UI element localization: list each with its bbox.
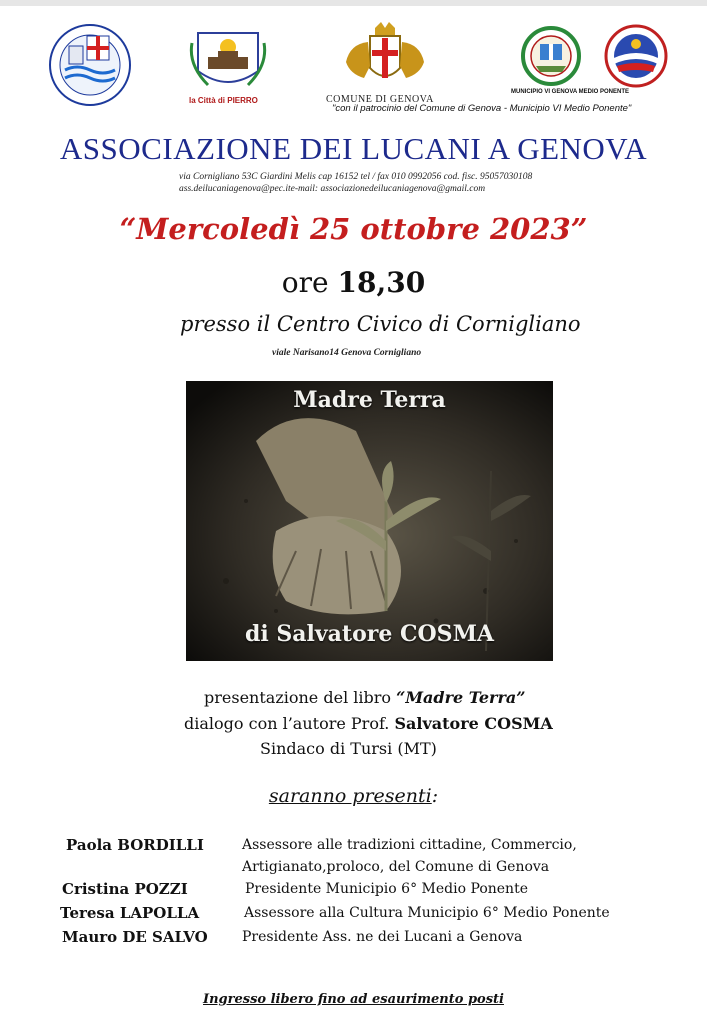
comune-di-genova-coat-of-arms [340, 22, 430, 94]
municipio-vi-seal [512, 24, 590, 88]
guest-name-2: Cristina POZZI [62, 880, 188, 898]
association-address: via Cornigliano 53C Giardini Melis cap 16152 tel / fax 010 0992056 cod. fisc. 95057030108 [179, 172, 533, 182]
presenti-colon: : [431, 785, 439, 807]
presentation-line-3: Sindaco di Tursi (MT) [260, 739, 437, 758]
patronage-note: "con il patrocinio del Comune di Genova - Municipio VI Medio Ponente" [332, 103, 632, 114]
free-entry-text: Ingresso libero fino ad esaurimento posti [203, 992, 504, 1007]
event-time [0, 266, 707, 299]
dialogue-prefix: dialogo con l’autore Prof. [184, 714, 395, 733]
book-cover-artwork [186, 381, 553, 661]
event-time-prefix: ore [281, 266, 338, 299]
citta-di-pierro-caption: la Città di PIERRO [189, 96, 258, 105]
medio-ponente-seal [603, 24, 669, 88]
association-emails: ass.deilucaniagenova@pec.ite-mail: associazionedeilucaniagenova@gmail.com [179, 184, 486, 194]
presentation-line-2 [184, 714, 553, 733]
author-name: Salvatore COSMA [394, 714, 553, 733]
citta-di-pierro-logo [188, 25, 268, 95]
guest-role-3: Assessore alla Cultura Municipio 6° Medio Ponente [244, 905, 610, 921]
free-entry-notice [0, 992, 707, 1007]
guest-name-1: Paola BORDILLI [66, 836, 204, 854]
municipio-caption: MUNICIPIO VI GENOVA MEDIO PONENTE [511, 89, 630, 95]
book-cover-title: Madre Terra [293, 387, 446, 413]
presenti-heading-text: saranno presenti [268, 785, 432, 807]
presenti-heading [0, 785, 707, 807]
book-cover-image [186, 381, 553, 661]
event-time-value: 18,30 [337, 266, 426, 299]
guest-role-1-line-2: Artigianato,proloco, del Comune di Genova [242, 859, 550, 875]
presentation-prefix: presentazione del libro [204, 688, 397, 707]
guest-name-3: Teresa LAPOLLA [60, 904, 200, 922]
guest-name-4: Mauro DE SALVO [62, 928, 208, 946]
comune-di-genova-label: COMUNE DI GENOVA [326, 94, 434, 105]
top-strip [0, 0, 707, 6]
association-title: ASSOCIAZIONE DEI LUCANI A GENOVA [59, 131, 648, 166]
lucani-association-logo [47, 22, 133, 108]
event-place: presso il Centro Civico di Cornigliano [180, 312, 581, 336]
guest-role-2: Presidente Municipio 6° Medio Ponente [245, 881, 528, 897]
presentation-line-1 [204, 688, 525, 707]
guest-role-4: Presidente Ass. ne dei Lucani a Genova [242, 929, 523, 945]
book-cover-author: di Salvatore COSMA [244, 621, 494, 647]
presentation-book-title: “Madre Terra” [396, 688, 526, 707]
event-date: “Mercoledì 25 ottobre 2023” [119, 212, 588, 246]
event-place-address: viale Narisano14 Genova Cornigliano [272, 348, 422, 358]
guest-role-1-line-1: Assessore alle tradizioni cittadine, Commercio, [242, 837, 577, 853]
